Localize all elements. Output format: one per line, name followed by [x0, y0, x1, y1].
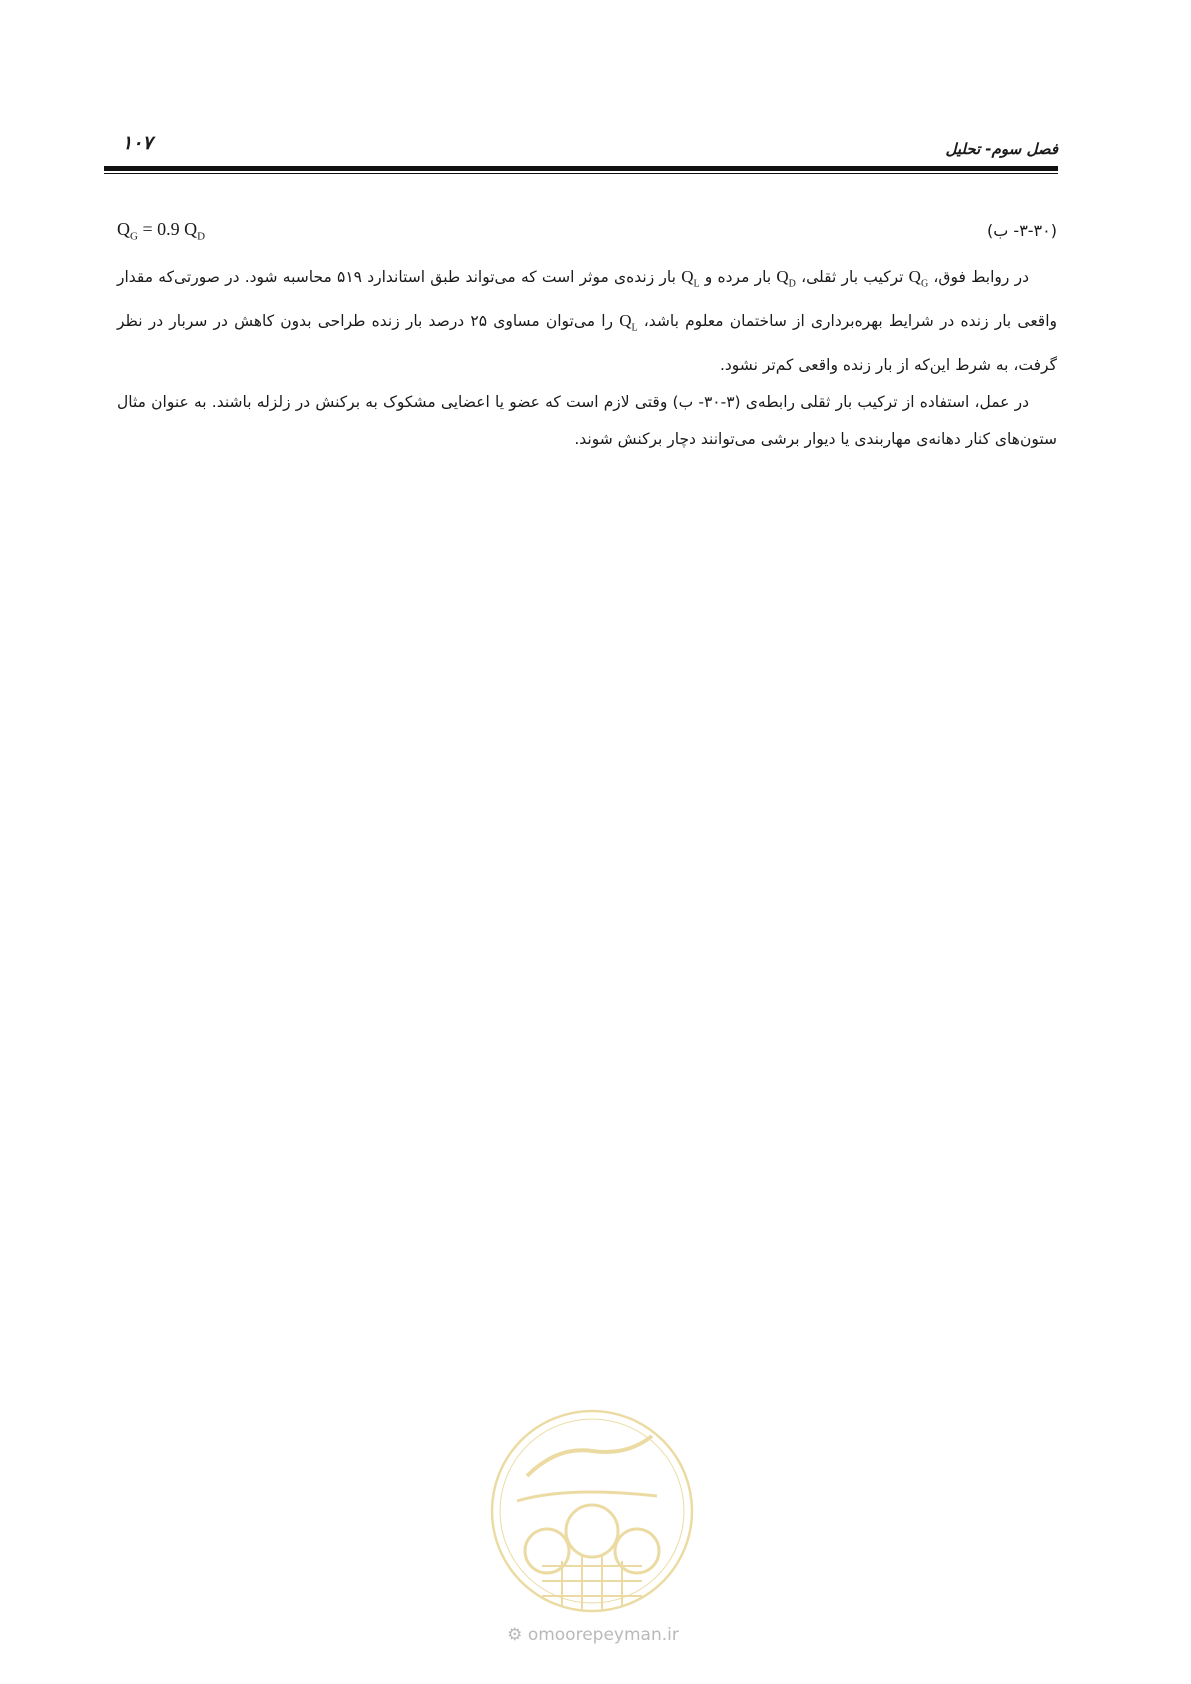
- watermark-logo: [487, 1406, 697, 1616]
- page-header: [104, 128, 1058, 168]
- symbol-ql-2: $Q_L$: [619, 311, 638, 334]
- body-text: [117, 258, 1057, 458]
- chapter-title: فصل سوم- تحلیل: [945, 140, 1058, 158]
- symbol-ql: $Q_L$: [681, 267, 700, 290]
- symbol-qg: $Q_G$: [908, 267, 929, 290]
- equation-number: (۳-۳۰- ب): [987, 221, 1057, 240]
- equation-row: [117, 219, 1057, 249]
- symbol-qd: $Q_D$: [776, 267, 796, 290]
- paragraph-1: در روابط فوق، $Q_G$ ترکیب بار ثقلی، $Q_D$ بار مرده و $Q_L$ بار زنده‌ی موثر است که می‌تواند طبق استاندارد ۵۱۹ محاسبه شود. در صورتی‌که مقدار واقعی بار زنده در شرایط بهره‌برداری از ساختمان معلوم باشد، $Q_L$ را می‌توان مساوی ۲۵ درصد بار زنده طراحی بدون کاهش در سربار در نظر گرفت، به شرط این‌که از بار زنده واقعی کم‌تر نشود.: [117, 267, 1058, 374]
- equation: $Q_G = 0.9$ $Q_D$: [117, 219, 206, 243]
- header-rule-thin: [104, 173, 1058, 174]
- watermark-url: ⚙ omoorepeyman.ir: [507, 1625, 679, 1645]
- header-rule-thick: [104, 166, 1058, 171]
- page-number: ۱۰۷: [122, 132, 153, 154]
- paragraph-2: در عمل، استفاده از ترکیب بار ثقلی رابطه‌ی (۳-۳۰- ب) وقتی لازم است که عضو یا اعضایی مشکوک به برکنش در زلزله باشند. به عنوان مثال ستون‌های کنار دهانه‌ی مهاربندی یا دیوار برشی می‌توانند دچار برکنش شوند.: [117, 392, 1057, 448]
